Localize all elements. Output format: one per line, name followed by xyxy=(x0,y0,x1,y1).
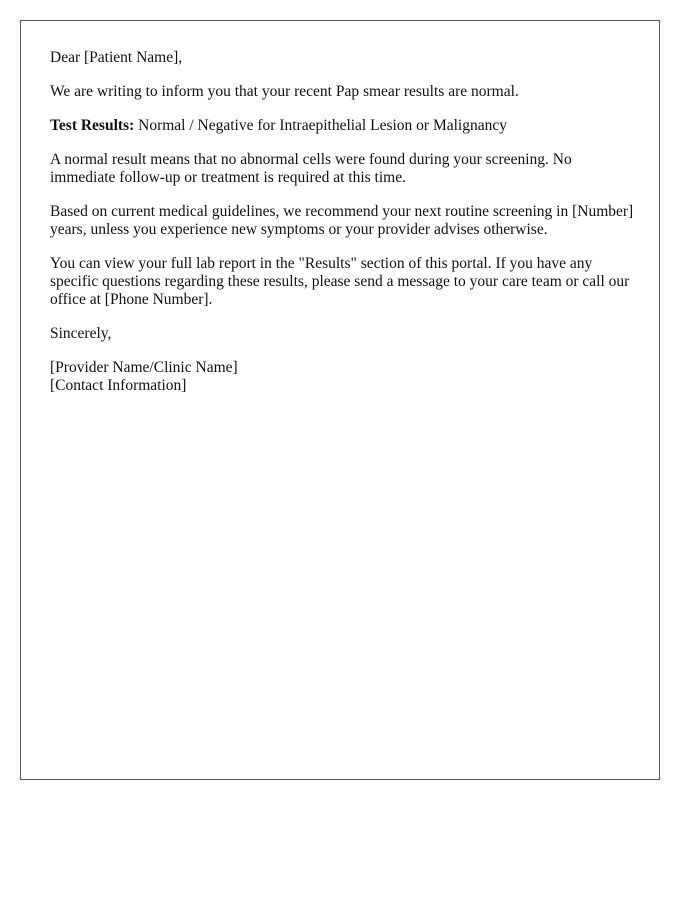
signature-block xyxy=(50,359,640,395)
portal-paragraph: You can view your full lab report in the "Results" section of this portal. If you have any specific questions regarding these results, please send a message to your care team or call our office at [Phone Number]. xyxy=(50,255,630,308)
letter-frame xyxy=(20,20,660,780)
guidelines-paragraph: Based on current medical guidelines, we recommend your next routine screening in [Number] years, unless you experience new symptoms or your provider advises otherwise. xyxy=(50,203,634,238)
provider-name: [Provider Name/Clinic Name] xyxy=(50,359,238,376)
contact-information: [Contact Information] xyxy=(50,377,187,394)
closing: Sincerely, xyxy=(50,325,112,342)
test-results-label: Test Results: xyxy=(50,117,135,134)
test-results-line xyxy=(50,117,640,135)
salutation: Dear [Patient Name], xyxy=(50,49,183,66)
letter-body xyxy=(50,49,640,411)
test-results-value: Normal / Negative for Intraepithelial Lesion or Malignancy xyxy=(138,117,507,134)
intro-paragraph: We are writing to inform you that your recent Pap smear results are normal. xyxy=(50,83,519,100)
normal-result-paragraph: A normal result means that no abnormal cells were found during your screening. No immediate follow-up or treatment is required at this time. xyxy=(50,151,572,186)
